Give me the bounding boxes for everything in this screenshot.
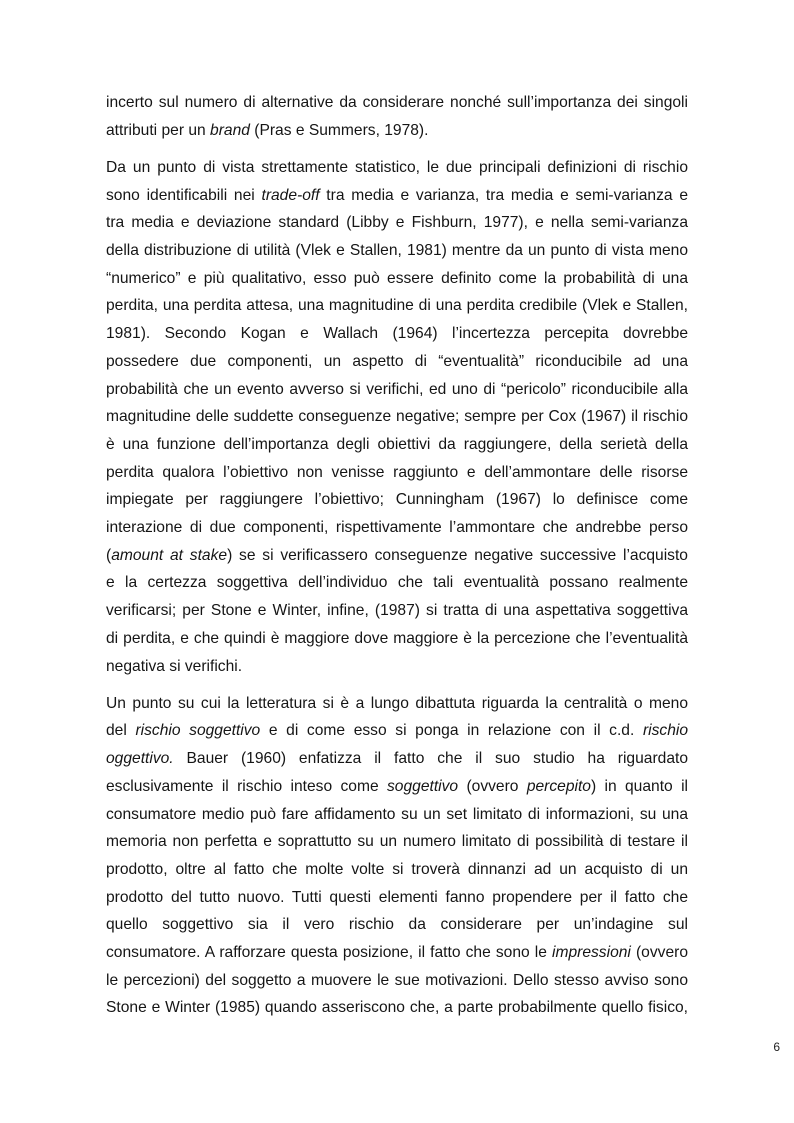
text-line bbox=[106, 968, 688, 994]
text-segment: e la certezza soggettiva dell’individuo che tali eventualità possano realmente bbox=[106, 574, 688, 592]
text-line bbox=[106, 940, 688, 966]
text-segment: sono identificabili nei bbox=[106, 186, 262, 204]
text-line bbox=[106, 829, 688, 855]
italic-term: percepito bbox=[526, 777, 591, 795]
text-segment: Bauer (1960) enfatizza il fatto che il suo studio ha riguardato bbox=[173, 750, 688, 768]
text-segment: consumatore medio può fare affidamento su un set limitato di informazioni, su una bbox=[106, 805, 688, 823]
text-segment: probabilità che un evento avverso si verifichi, ed uno di “pericolo” riconducibile alla bbox=[106, 380, 688, 398]
italic-term: oggettivo. bbox=[106, 750, 174, 768]
text-line bbox=[106, 293, 688, 319]
italic-term: soggettivo bbox=[387, 777, 459, 795]
text-segment: (ovvero bbox=[458, 777, 527, 795]
text-segment: prodotto del tutto nuovo. Tutti questi elementi fanno propendere per il fatto che bbox=[106, 888, 688, 906]
text-line bbox=[106, 377, 688, 403]
text-segment: perdita qualora l’obiettivo non venisse raggiunto e dell’ammontare delle risorse bbox=[106, 463, 688, 481]
text-line bbox=[106, 995, 688, 1021]
text-segment: è una funzione dell’importanza degli obiettivi da raggiungere, della serietà della bbox=[106, 435, 688, 453]
text-segment: incerto sul numero di alternative da considerare nonché sull’importanza dei singoli bbox=[106, 94, 688, 111]
text-line bbox=[106, 349, 688, 375]
text-line bbox=[106, 774, 688, 800]
text-segment: ) in quanto il bbox=[590, 777, 688, 795]
text-line bbox=[106, 321, 688, 347]
page-number: 6 bbox=[773, 1040, 780, 1054]
text-line bbox=[106, 718, 688, 744]
text-segment: consumatore. A rafforzare questa posizione, il fatto che sono le bbox=[106, 944, 553, 961]
text-segment: ( bbox=[106, 546, 112, 564]
text-line bbox=[106, 238, 688, 264]
italic-term: impressioni bbox=[552, 944, 631, 961]
text-segment: di perdita, e che quindi è maggiore dove maggiore è la percezione che l’eventualità bbox=[106, 629, 688, 647]
text-line bbox=[106, 598, 688, 624]
italic-term: rischio soggettivo bbox=[135, 722, 261, 740]
text-segment: e di come esso si ponga in relazione con il c.d. bbox=[260, 722, 643, 740]
text-segment: perdita, una perdita attesa, una magnitudine di una perdita credibile (Vlek e Stallen, bbox=[106, 297, 688, 315]
text-line bbox=[106, 626, 688, 652]
text-segment: Stone e Winter (1985) quando asseriscono che, a parte probabilmente quello fisico, bbox=[106, 999, 688, 1017]
text-line bbox=[106, 487, 688, 513]
text-line bbox=[106, 746, 688, 772]
text-segment: (ovvero bbox=[630, 944, 688, 961]
text-segment: ) se si verificassero conseguenze negative successive l’acquisto bbox=[227, 546, 688, 564]
text-line bbox=[106, 857, 688, 883]
text-line bbox=[106, 570, 688, 596]
text-line bbox=[106, 266, 688, 292]
text-segment: (Pras e Summers, 1978). bbox=[249, 121, 429, 139]
text-line bbox=[106, 90, 688, 116]
text-line bbox=[106, 432, 688, 458]
text-segment: negativa si verifichi. bbox=[106, 657, 243, 675]
text-line bbox=[106, 118, 688, 144]
text-segment: esclusivamente il rischio inteso come bbox=[106, 777, 387, 795]
text-line bbox=[106, 885, 688, 911]
text-line bbox=[106, 155, 688, 181]
text-line bbox=[106, 515, 688, 541]
text-segment: prodotto, oltre al fatto che molte volte si troverà dinnanzi ad un acquisto di un bbox=[106, 860, 688, 878]
text-line bbox=[106, 912, 688, 938]
text-segment: tra media e deviazione standard (Libby e Fishburn, 1977), e nella semi-varianza bbox=[106, 214, 688, 232]
text-segment: 1981). Secondo Kogan e Wallach (1964) l’incertezza percepita dovrebbe bbox=[106, 325, 688, 343]
text-line bbox=[106, 460, 688, 486]
italic-term: rischio bbox=[642, 722, 688, 740]
italic-term: trade-off bbox=[261, 186, 320, 204]
text-line bbox=[106, 654, 688, 680]
text-line bbox=[106, 543, 688, 569]
text-segment: tra media e varianza, tra media e semi-varianza e bbox=[319, 186, 688, 204]
text-segment: Da un punto di vista strettamente statistico, le due principali definizioni di rischio bbox=[106, 158, 688, 176]
text-segment: magnitudine delle suddette conseguenze negative; sempre per Cox (1967) il rischio bbox=[106, 408, 688, 426]
text-segment: le percezioni) del soggetto a muovere le sue motivazioni. Dello stesso avviso sono bbox=[106, 971, 688, 989]
text-line bbox=[106, 691, 688, 717]
text-segment: della distribuzione di utilità (Vlek e Stallen, 1981) mentre da un punto di vista meno bbox=[106, 242, 688, 259]
text-segment: possedere due componenti, un aspetto di “eventualità” riconducibile ad una bbox=[106, 352, 688, 370]
text-line bbox=[106, 404, 688, 430]
text-segment: Un punto su cui la letteratura si è a lungo dibattuta riguarda la centralità o meno bbox=[106, 694, 688, 712]
text-segment: interazione di due componenti, rispettivamente l’ammontare che andrebbe perso bbox=[106, 519, 688, 536]
text-line bbox=[106, 210, 688, 236]
text-segment: del bbox=[106, 722, 136, 740]
text-line bbox=[106, 802, 688, 828]
text-segment: memoria non perfetta e soprattutto su un numero limitato di possibilità di testare il bbox=[106, 833, 688, 851]
italic-term: brand bbox=[210, 121, 250, 139]
text-segment: “numerico” e più qualitativo, esso può essere definito come la probabilità di una bbox=[106, 269, 688, 287]
text-segment: quello soggettivo sia il vero rischio da considerare per un’indagine sul bbox=[106, 916, 688, 934]
text-segment: attributi per un bbox=[106, 121, 211, 139]
text-segment: impiegate per raggiungere l’obiettivo; Cunningham (1967) lo definisce come bbox=[106, 491, 688, 509]
italic-term: amount at stake bbox=[111, 546, 228, 564]
text-line bbox=[106, 183, 688, 209]
text-segment: verificarsi; per Stone e Winter, infine, (1987) si tratta di una aspettativa soggettiva bbox=[106, 602, 688, 620]
